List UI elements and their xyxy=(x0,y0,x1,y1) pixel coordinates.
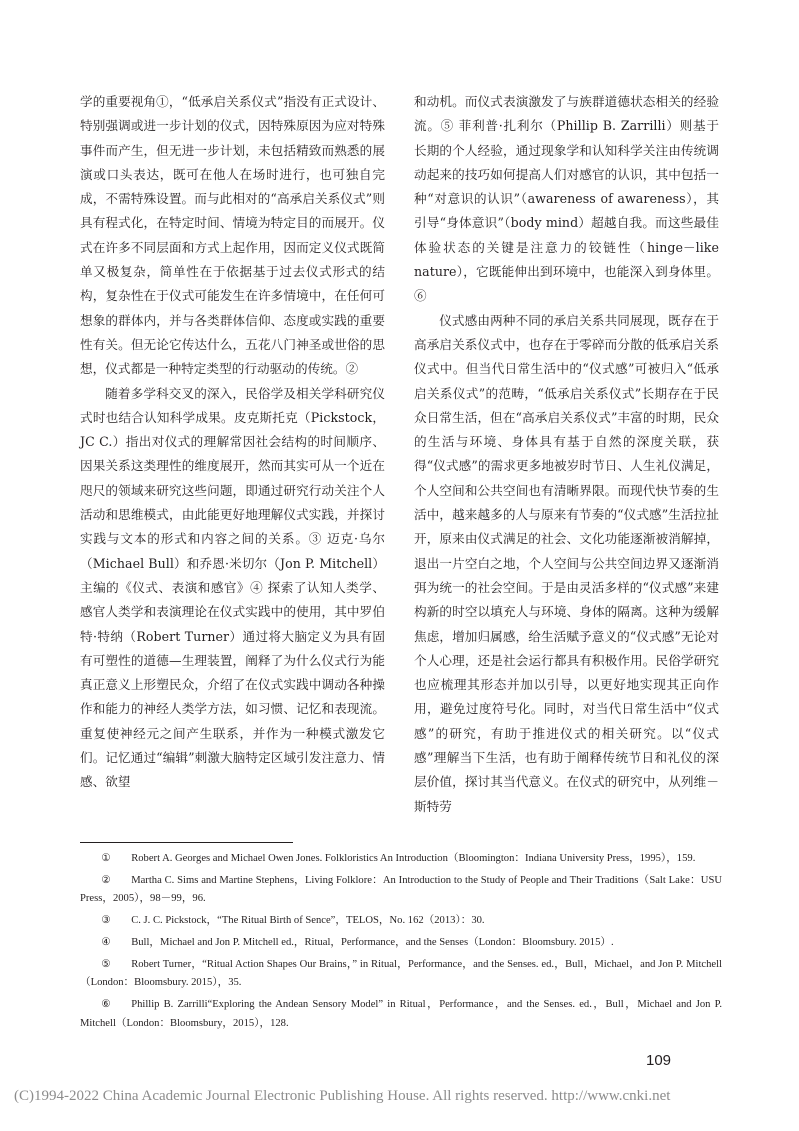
footnote-1 xyxy=(80,850,722,869)
footnote-divider xyxy=(80,842,293,843)
page-number: 109 xyxy=(646,1052,672,1069)
footnote-text: Robert Turner，“Ritual Action Shapes Our Brains，” in Ritual，Performance，and the Senses. ed.，Bull，Michael，and Jon P. Mitchell（London：Bloomsbury. 2015），35. xyxy=(80,958,722,989)
footnote-mark: ① xyxy=(101,853,111,864)
footnote-mark: ⑤ xyxy=(101,958,111,970)
footnote-text: Bull，Michael and Jon P. Mitchell ed.，Ritual，Performance，and the Senses（London：Bloomsbury. 2015）. xyxy=(131,936,614,948)
left-paragraph-2: 随着多学科交叉的深入，民俗学及相关学科研究仪式时也结合认知科学成果。皮克斯托克（Pickstock，JC C.）指出对仪式的理解常因社会结构的时间顺序、因果关系这类理性的维度展开，然而其实可从一个近在咫尺的领域来研究这些问题，即通过研究行动关注个人活动和思维模式，由此能更好地理解仪式实践，并探讨实践与文本的形式和内容之间的关系。③ 迈克·乌尔（Michael Bull）和乔恩·米切尔（Jon P. Mitchell）主编的《仪式、表演和感官》④ 探索了认知人类学、感官人类学和表演理论在仪式实践中的使用，其中罗伯特·特纳（Robert Turner）通过将大脑定义为具有固有可塑性的道德—生理装置，阐释了为什么仪式行为能真正意义上形塑民众，介绍了在仪式实践中调动各种操作和能力的神经人类学方法，如习惯、记忆和表现流。重复使神经元之间产生联系，并作为一种模式激发它们。记忆通过“编辑”刺激大脑特定区域引发注意力、情感、欲望 xyxy=(80,385,385,790)
right-text-column xyxy=(414,90,719,819)
footnote-4 xyxy=(80,934,722,953)
footnote-text: Martha C. Sims and Martine Stephens，Living Folklore：An Introduction to the Study of People and Their Traditions（Salt Lake：USU Press，2005），98－99，96. xyxy=(80,874,722,905)
footnote-text: C. J. C. Pickstock，“The Ritual Birth of Sence”，TELOS，No. 162（2013）：30. xyxy=(131,915,485,927)
footnote-mark: ③ xyxy=(101,915,111,927)
footnote-mark: ④ xyxy=(101,936,111,948)
footnotes xyxy=(80,850,722,1036)
footnote-text: Phillip B. Zarrilli“Exploring the Andean Sensory Model” in Ritual，Performance，and the Senses. ed.，Bull，Michael and Jon P. Mitchell（London：Bloomsbury，2015），128. xyxy=(80,998,722,1029)
left-text-column xyxy=(80,90,385,795)
footnote-5 xyxy=(80,956,722,993)
right-paragraph-2: 仪式感由两种不同的承启关系共同展现，既存在于高承启关系仪式中，也存在于零碎而分散的低承启关系仪式中。但当代日常生活中的“仪式感”可被归入“低承启关系仪式”的范畴，“低承启关系仪式”长期存在于民众日常生活，但在“高承启关系仪式”丰富的时期，民众的生活与环境、身体具有基于自然的深度关联，获得“仪式感”的需求更多地被岁时节日、人生礼仪满足，个人空间和公共空间也有清晰界限。而现代快节奏的生活中，越来越多的人与原来有节奏的“仪式感”生活拉扯开，原来由仪式满足的社会、文化功能逐渐被消解掉，退出一片空白之地，个人空间与公共空间边界又逐渐消弭为统一的社会空间。于是由灵活多样的“仪式感”来建构新的时空以填充人与环境、身体的隔离。这种为缓解焦虑，增加归属感，给生活赋予意义的“仪式感”无论对个人心理，还是社会运行都具有积极作用。民俗学研究也应梳理其形态并加以引导，以更好地实现其正向作用，避免过度符号化。同时，对当代日常生活中“仪式感”的研究，有助于推进仪式的相关研究。以“仪式感”理解当下生活，也有助于阐释传统节日和礼仪的深层价值，探讨其当代意义。在仪式的研究中，从列维－斯特劳 xyxy=(414,312,719,814)
footnote-mark: ⑥ xyxy=(101,998,111,1010)
right-paragraph-1: 和动机。而仪式表演激发了与族群道德状态相关的经验流。⑤ 菲利普·扎利尔（Phillip B. Zarrilli）则基于长期的个人经验，通过现象学和认知科学关注由传统调动起来的技巧如何提高人们对感官的认识，其中包括一种“对意识的认识”（awareness of awareness），其引导“身体意识”（body mind）超越自我。而这些最佳体验状态的关键是注意力的铰链性（hinge－like nature），它既能伸出到环境中，也能深入到身体里。⑥ xyxy=(414,94,719,304)
footnote-3 xyxy=(80,912,722,931)
footnote-2 xyxy=(80,872,722,909)
footnote-text: Robert A. Georges and Michael Owen Jones. Folkloristics An Introduction（Bloomington：Indiana University Press，1995），159. xyxy=(131,853,696,864)
footnote-mark: ② xyxy=(101,874,111,886)
footnote-6 xyxy=(80,996,722,1033)
left-paragraph-1: 学的重要视角①，“低承启关系仪式”指没有正式设计、特别强调或进一步计划的仪式，因特殊原因为应对特殊事件而产生，但无进一步计划，未包括精致而熟悉的展演或口头表达，既可在他人在场时进行，也可独自完成，不需特殊设置。而与此相对的“高承启关系仪式”则具有程式化，在特定时间、情境为特定目的而展开。仪式在许多不同层面和方式上起作用，因而定义仪式既简单又极复杂，简单性在于依据基于过去仪式形式的结构，复杂性在于仪式可能发生在许多情境中，在任何可想象的群体内，并与各类群体信仰、态度或实践的重要性有关。但无论它传达什么，五花八门神圣或世俗的思想，仪式都是一种特定类型的行动驱动的传统。② xyxy=(80,94,385,377)
copyright-watermark: (C)1994-2022 China Academic Journal Electronic Publishing House. All rights reserved. http://www.cnki.net xyxy=(14,1088,671,1104)
